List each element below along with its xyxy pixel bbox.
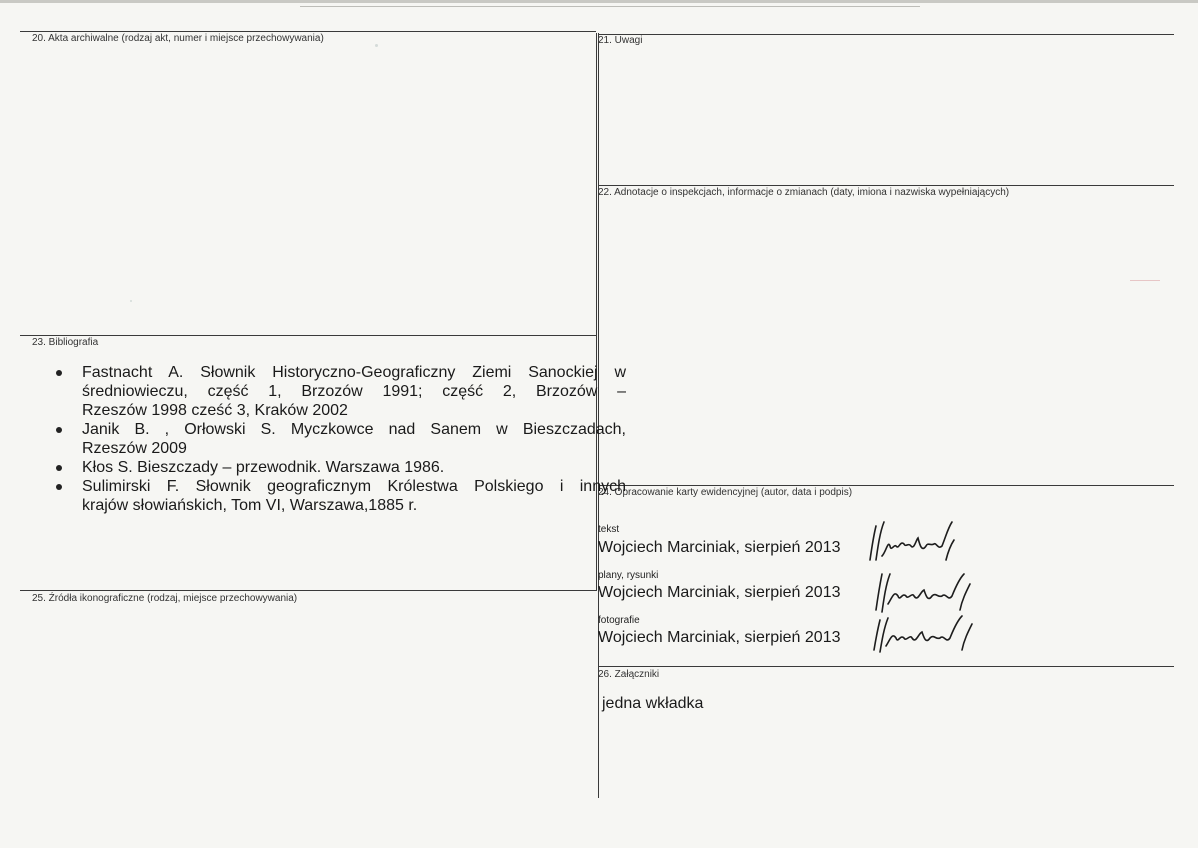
section-24-label: 24. Opracowanie karty ewidencyjnej (autor, data i podpis) [598, 487, 853, 498]
signature-3 [870, 610, 982, 656]
section-21-label: 21. Uwagi [598, 35, 643, 46]
bibliography-line: Kłos S. Bieszczady – przewodnik. Warszawa 1986. [82, 459, 445, 476]
bibliography-item [82, 477, 626, 515]
scan-mark [1130, 280, 1160, 281]
bibliography-item [82, 420, 626, 458]
bibliography-line: Sulimirski F. Słownik geograficznym Królestwa Polskiego i innych [82, 478, 626, 495]
bibliography-item [82, 363, 626, 420]
scan-top-edge [0, 0, 1198, 3]
rule-25 [20, 590, 596, 591]
rule-20 [20, 31, 596, 32]
scan-speck [130, 300, 132, 302]
section-20-label: 20. Akta archiwalne (rodzaj akt, numer i miejsce przechowywania) [32, 33, 324, 44]
bibliography-line: średniowieczu, część 1, Brzozów 1991; część 2, Brzozów – [82, 383, 626, 400]
section-25-label: 25. Źródła ikonograficzne (rodzaj, miejsce przechowywania) [32, 593, 298, 604]
attachments-value: jedna wkładka [602, 695, 704, 712]
author-text-value: Wojciech Marciniak, sierpień 2013 [598, 539, 841, 556]
author-text-label: tekst [598, 524, 620, 535]
rule-23 [20, 335, 596, 336]
signature-1 [866, 516, 966, 566]
bibliography-line: krajów słowiańskich, Tom VI, Warszawa,1885 r. [82, 497, 418, 514]
bibliography-line: Fastnacht A. Słownik Historyczno-Geograficzny Ziemi Sanockiej w [82, 364, 626, 381]
signature-2 [870, 566, 980, 616]
bibliography-line: Janik B. , Orłowski S. Myczkowce nad Sanem w Bieszczadach, [82, 421, 626, 438]
section-22-label: 22. Adnotacje o inspekcjach, informacje o zmianach (daty, imiona i nazwiska wypełniających) [598, 187, 1010, 198]
author-plans-label: plany, rysunki [598, 570, 659, 581]
bibliography-line: Rzeszów 1998 cześć 3, Kraków 2002 [82, 402, 348, 419]
bibliography-line: Rzeszów 2009 [82, 440, 187, 457]
rule-22 [598, 185, 1174, 186]
scan-speck [375, 44, 378, 47]
rule-21 [598, 34, 1174, 35]
author-photos-label: fotografie [598, 615, 640, 626]
section-26-label: 26. Załączniki [598, 669, 660, 680]
rule-26 [598, 666, 1174, 667]
section-23-label: 23. Bibliografia [32, 337, 99, 348]
bibliography-list [52, 363, 626, 515]
rule-24 [598, 485, 1174, 486]
scan-top-edge-line [300, 6, 920, 7]
bibliography-item [82, 458, 626, 477]
author-plans-value: Wojciech Marciniak, sierpień 2013 [598, 584, 841, 601]
author-photos-value: Wojciech Marciniak, sierpień 2013 [598, 629, 841, 646]
